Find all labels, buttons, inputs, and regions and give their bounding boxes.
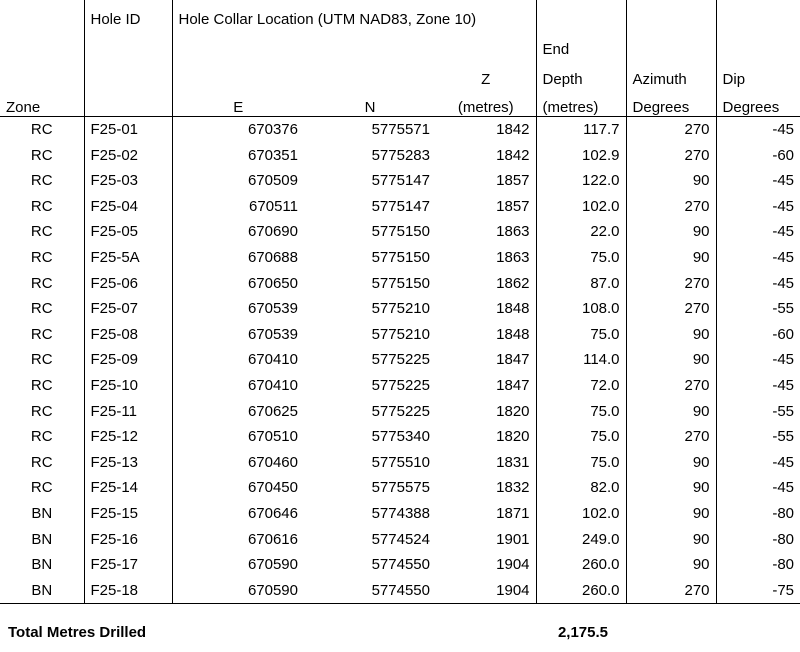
cell-easting: 670351	[172, 143, 304, 169]
cell-northing: 5775225	[371, 402, 430, 420]
cell-azimuth: 90	[626, 322, 716, 348]
cell-dip: -45	[716, 450, 800, 476]
cell-elevation: 1848	[496, 300, 530, 318]
cell-northing: 5775225	[371, 376, 430, 394]
header-spacer-hole-4	[84, 88, 172, 117]
cell-hole-id: F25-13	[84, 450, 172, 476]
cell-northing: 5775150	[371, 248, 430, 266]
cell-dip: -45	[716, 245, 800, 271]
cell-dip: -45	[716, 347, 800, 373]
header-spacer-z-2	[436, 28, 536, 58]
table-row	[0, 475, 800, 501]
header-spacer-azimuth	[626, 0, 716, 28]
cell-northing: 5775210	[371, 325, 430, 343]
cell-northing: 5775210	[371, 300, 430, 318]
cell-azimuth: 270	[626, 194, 716, 220]
table-row	[0, 219, 800, 245]
table-body	[0, 117, 800, 604]
cell-azimuth: 270	[626, 296, 716, 322]
cell-dip: -55	[716, 399, 800, 425]
cell-azimuth: 270	[626, 143, 716, 169]
cell-elevation: 1863	[496, 248, 530, 266]
cell-azimuth: 90	[626, 527, 716, 553]
cell-elevation: 1842	[496, 146, 530, 164]
cell-hole-id: F25-18	[84, 578, 172, 604]
totals-value: 2,175.5	[557, 623, 608, 641]
header-end-depth-line1: End	[536, 28, 626, 58]
header-collar-group: Hole Collar Location (UTM NAD83, Zone 10)	[172, 0, 536, 28]
cell-zone: BN	[31, 556, 53, 574]
cell-zone: RC	[30, 428, 53, 446]
cell-end-depth: 114.0	[536, 347, 626, 373]
cell-northing: 5775225	[371, 351, 430, 369]
table-row	[0, 245, 800, 271]
table-row	[0, 322, 800, 348]
cell-hole-id: F25-05	[84, 219, 172, 245]
cell-hole-id: F25-12	[84, 424, 172, 450]
cell-easting: 670510	[172, 424, 304, 450]
cell-dip: -45	[716, 373, 800, 399]
cell-hole-id: F25-08	[84, 322, 172, 348]
cell-elevation: 1904	[436, 578, 536, 604]
cell-elevation: 1848	[496, 325, 530, 343]
cell-easting: 670410	[172, 373, 304, 399]
cell-elevation: 1842	[496, 121, 530, 138]
table-row	[0, 194, 800, 220]
cell-northing: 5774388	[371, 504, 430, 522]
header-azimuth-line1: Azimuth	[626, 58, 716, 88]
cell-northing: 5775340	[371, 428, 430, 446]
cell-elevation: 1831	[496, 453, 530, 471]
header-dip-line1: Dip	[716, 58, 800, 88]
cell-dip: -80	[716, 552, 800, 578]
cell-dip: -45	[716, 117, 800, 143]
cell-northing: 5775147	[371, 197, 430, 215]
table-row	[0, 578, 800, 604]
table-row	[0, 296, 800, 322]
cell-zone: RC	[30, 453, 53, 471]
cell-northing: 5774550	[371, 556, 430, 574]
cell-easting: 670410	[172, 347, 304, 373]
cell-end-depth: 75.0	[536, 424, 626, 450]
header-azimuth-line2: Degrees	[626, 88, 716, 117]
cell-easting: 670690	[172, 219, 304, 245]
cell-hole-id: F25-15	[84, 501, 172, 527]
table-row	[0, 552, 800, 578]
cell-dip: -45	[716, 168, 800, 194]
cell-northing: 5775571	[371, 121, 430, 138]
cell-zone: BN	[31, 530, 53, 548]
cell-elevation: 1820	[496, 428, 530, 446]
totals-label: Total Metres Drilled	[8, 623, 147, 641]
header-e: E	[172, 88, 304, 117]
cell-elevation: 1832	[496, 479, 530, 497]
cell-hole-id: F25-03	[84, 168, 172, 194]
cell-end-depth: 122.0	[536, 168, 626, 194]
cell-end-depth: 102.0	[536, 501, 626, 527]
cell-dip: -45	[716, 475, 800, 501]
header-spacer-dip-2	[716, 28, 800, 58]
cell-dip: -60	[716, 143, 800, 169]
cell-elevation: 1863	[496, 223, 530, 241]
cell-easting: 670450	[172, 475, 304, 501]
cell-azimuth: 90	[626, 168, 716, 194]
header-n: N	[304, 88, 436, 117]
cell-end-depth: 117.7	[536, 117, 626, 143]
cell-easting: 670616	[172, 527, 304, 553]
cell-northing: 5775575	[371, 479, 430, 497]
cell-easting: 670625	[172, 399, 304, 425]
cell-dip: -55	[716, 296, 800, 322]
cell-dip: -75	[716, 578, 800, 604]
cell-end-depth: 75.0	[536, 399, 626, 425]
cell-easting: 670511	[172, 194, 304, 220]
cell-easting: 670590	[172, 578, 304, 604]
table-row	[0, 501, 800, 527]
cell-zone: RC	[30, 325, 53, 343]
cell-azimuth: 90	[626, 552, 716, 578]
cell-elevation: 1820	[496, 402, 530, 420]
cell-elevation: 1862	[496, 274, 530, 292]
header-spacer-zone-3	[0, 58, 84, 88]
cell-elevation: 1871	[496, 504, 530, 522]
cell-azimuth: 90	[626, 399, 716, 425]
cell-end-depth: 108.0	[536, 296, 626, 322]
table-row	[0, 527, 800, 553]
table-row	[0, 424, 800, 450]
cell-northing: 5775150	[371, 274, 430, 292]
table-row	[0, 399, 800, 425]
cell-azimuth: 270	[626, 578, 716, 604]
cell-elevation: 1847	[496, 376, 530, 394]
cell-end-depth: 82.0	[536, 475, 626, 501]
header-spacer-e-2	[172, 28, 304, 58]
cell-azimuth: 270	[626, 424, 716, 450]
cell-hole-id: F25-17	[84, 552, 172, 578]
header-spacer-e-3	[172, 58, 304, 88]
cell-easting: 670650	[172, 271, 304, 297]
cell-zone: RC	[30, 146, 53, 164]
table-row	[0, 143, 800, 169]
cell-zone: BN	[31, 504, 53, 522]
cell-elevation: 1847	[496, 351, 530, 369]
cell-dip: -80	[716, 501, 800, 527]
cell-azimuth: 90	[626, 450, 716, 476]
cell-zone: RC	[30, 351, 53, 369]
cell-azimuth: 270	[626, 373, 716, 399]
cell-dip: -60	[716, 322, 800, 348]
cell-dip: -45	[716, 271, 800, 297]
header-spacer-dip	[716, 0, 800, 28]
cell-azimuth: 90	[626, 219, 716, 245]
cell-easting: 670376	[172, 117, 304, 143]
cell-northing: 5775283	[371, 146, 430, 164]
cell-zone: BN	[0, 578, 84, 604]
table-row	[0, 347, 800, 373]
cell-easting: 670539	[172, 296, 304, 322]
cell-hole-id: F25-04	[84, 194, 172, 220]
cell-easting: 670688	[172, 245, 304, 271]
cell-zone: RC	[30, 248, 53, 266]
cell-northing: 5775147	[371, 172, 430, 190]
header-end-depth-line2: Depth	[536, 58, 626, 88]
cell-azimuth: 90	[626, 347, 716, 373]
cell-zone: RC	[30, 479, 53, 497]
cell-easting: 670460	[172, 450, 304, 476]
header-spacer-zone	[0, 0, 84, 28]
table-row	[0, 450, 800, 476]
cell-hole-id: F25-02	[84, 143, 172, 169]
cell-hole-id: F25-06	[84, 271, 172, 297]
cell-end-depth: 22.0	[536, 219, 626, 245]
cell-hole-id: F25-10	[84, 373, 172, 399]
cell-zone: RC	[30, 172, 53, 190]
cell-northing: 5775150	[371, 223, 430, 241]
header-spacer-hole-3	[84, 58, 172, 88]
cell-dip: -45	[716, 194, 800, 220]
cell-hole-id: F25-16	[84, 527, 172, 553]
table-row	[0, 117, 800, 143]
cell-end-depth: 72.0	[536, 373, 626, 399]
cell-end-depth: 75.0	[536, 322, 626, 348]
cell-end-depth: 87.0	[536, 271, 626, 297]
cell-end-depth: 75.0	[536, 245, 626, 271]
table-row	[0, 373, 800, 399]
cell-zone: RC	[30, 197, 53, 215]
cell-zone: RC	[30, 223, 53, 241]
table-header	[0, 0, 800, 117]
cell-azimuth: 270	[626, 271, 716, 297]
cell-dip: -45	[716, 219, 800, 245]
header-spacer-zone-2	[0, 28, 84, 58]
table-row	[0, 168, 800, 194]
header-spacer-n-3	[304, 58, 436, 88]
cell-end-depth: 102.0	[536, 194, 626, 220]
header-spacer-hole-2	[84, 28, 172, 58]
header-end-depth-line3: (metres)	[536, 88, 626, 117]
cell-northing: 5775510	[371, 453, 430, 471]
cell-easting: 670590	[172, 552, 304, 578]
header-spacer-azimuth-2	[626, 28, 716, 58]
cell-end-depth: 260.0	[536, 552, 626, 578]
table-row	[0, 271, 800, 297]
cell-elevation: 1857	[496, 197, 530, 215]
cell-elevation: 1901	[496, 530, 530, 548]
cell-end-depth: 75.0	[536, 450, 626, 476]
cell-hole-id: F25-07	[84, 296, 172, 322]
cell-northing: 5774550	[304, 578, 436, 604]
cell-elevation: 1904	[496, 556, 530, 574]
totals-row	[0, 604, 800, 652]
cell-zone: RC	[30, 300, 53, 318]
header-dip-line2: Degrees	[716, 88, 800, 117]
cell-zone: RC	[30, 274, 53, 292]
cell-easting: 670509	[172, 168, 304, 194]
cell-end-depth: 102.9	[536, 143, 626, 169]
cell-zone: RC	[30, 121, 53, 138]
cell-hole-id: F25-14	[84, 475, 172, 501]
cell-end-depth: 249.0	[536, 527, 626, 553]
cell-northing: 5774524	[371, 530, 430, 548]
cell-dip: -55	[716, 424, 800, 450]
cell-zone: RC	[30, 376, 53, 394]
header-z-line2: (metres)	[436, 88, 536, 117]
header-zone: Zone	[0, 88, 84, 117]
cell-end-depth: 260.0	[536, 578, 626, 604]
header-hole-id: Hole ID	[84, 0, 172, 28]
cell-hole-id: F25-01	[84, 117, 172, 143]
cell-azimuth: 90	[626, 475, 716, 501]
cell-azimuth: 90	[626, 501, 716, 527]
cell-hole-id: F25-11	[84, 399, 172, 425]
cell-easting: 670646	[172, 501, 304, 527]
header-z-line1: Z	[481, 71, 491, 88]
cell-azimuth: 270	[626, 117, 716, 143]
cell-azimuth: 90	[626, 245, 716, 271]
cell-zone: RC	[30, 402, 53, 420]
cell-hole-id: F25-5A	[84, 245, 172, 271]
cell-dip: -80	[716, 527, 800, 553]
header-spacer-depth	[536, 0, 626, 28]
cell-hole-id: F25-09	[84, 347, 172, 373]
cell-elevation: 1857	[496, 172, 530, 190]
cell-easting: 670539	[172, 322, 304, 348]
header-spacer-n-2	[304, 28, 436, 58]
